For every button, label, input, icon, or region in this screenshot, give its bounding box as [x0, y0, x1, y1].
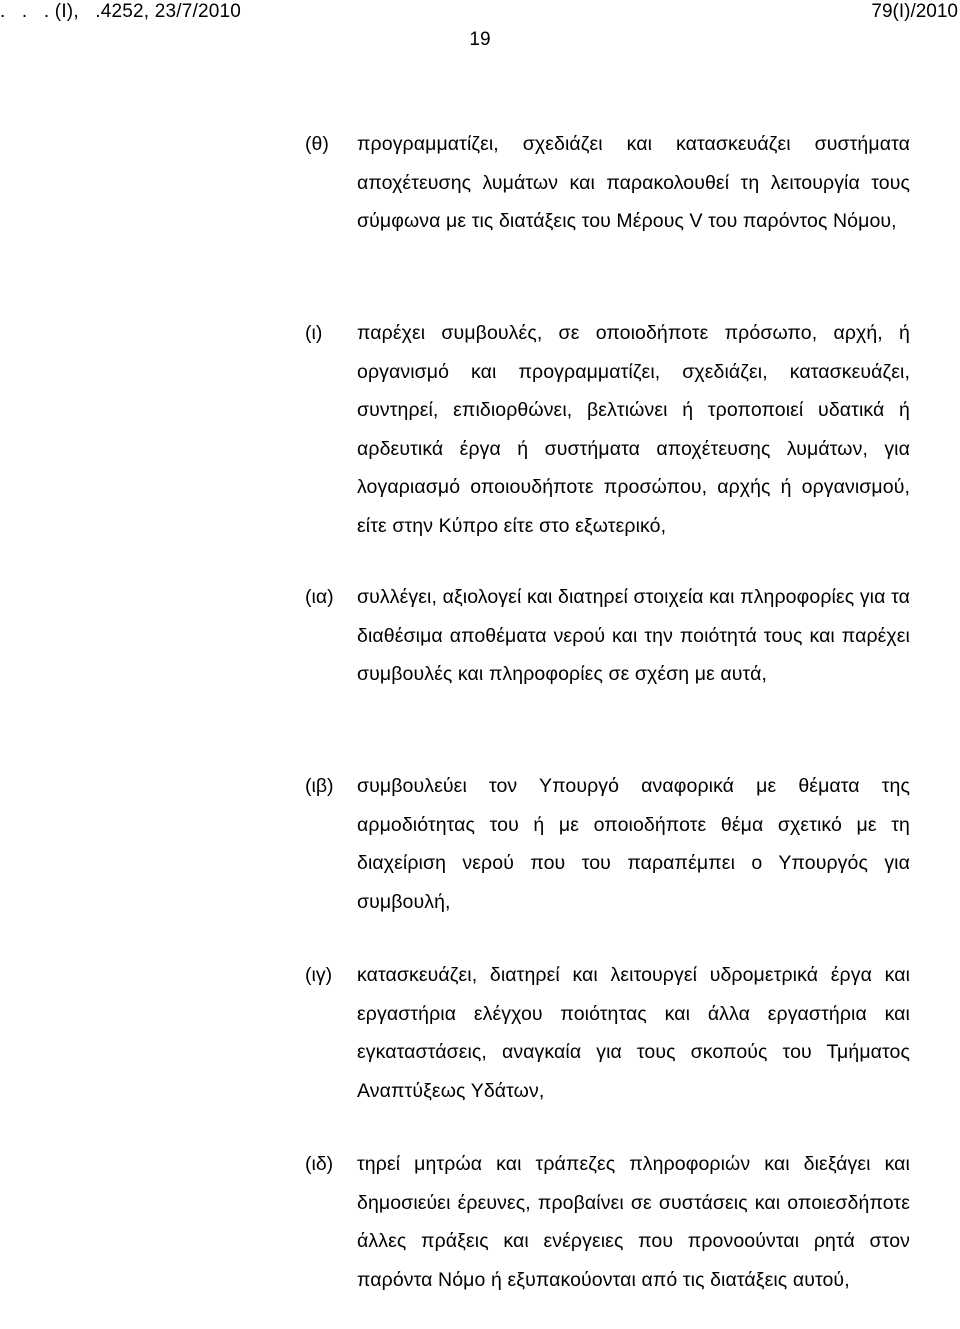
- clause-iota-beta: [305, 767, 910, 921]
- clause-iota-gamma: [305, 956, 910, 1110]
- law-number: 79(I)/2010: [871, 1, 958, 22]
- clause-text: παρέχει συμβουλές, σε οποιοδήποτε πρόσωπο, αρχή, ή οργανισμό και προγραμματίζει, σχεδιάζει, κατασκευάζει, συντηρεί, επιδιορθώνει, βελτιώνει ή τροποποιεί υδατικά ή αρδευτικά έργα ή συστήματα αποχέτευσης λυμάτων, για λογαριασμό οποιουδήποτε προσώπου, αρχής ή οργανισμού, είτε στην Κύπρο είτε στο εξωτερικό,: [357, 322, 910, 537]
- clause-label: (ι): [305, 322, 323, 344]
- page-number: 19: [469, 29, 491, 50]
- clause-text: συμβουλεύει τον Υπουργό αναφορικά με θέματα της αρμοδιότητας του ή με οποιοδήποτε θέμα σχετικό με τη διαχείριση νερού που του παραπέμπει ο Υπουργός για συμβουλή,: [357, 775, 910, 913]
- clause-label: (ια): [305, 586, 334, 608]
- clause-label: (ιγ): [305, 964, 333, 986]
- gazette-reference: . . . (Ι), .4252, 23/7/2010: [0, 1, 242, 22]
- clause-text: τηρεί μητρώα και τράπεζες πληροφοριών και διεξάγει και δημοσιεύει έρευνες, προβαίνει σε συστάσεις και οποιεσδήποτε άλλες πράξεις και ενέργειες που προνοούνται ρητά στον παρόντα Νόμο ή εξυπακούονται από τις διατάξεις αυτού,: [357, 1153, 910, 1291]
- clause-label: (θ): [305, 133, 329, 155]
- clause-iota-alpha: [305, 578, 910, 694]
- clause-text: κατασκευάζει, διατηρεί και λειτουργεί υδρομετρικά έργα και εργαστήρια ελέγχου ποιότητας και άλλα εργαστήρια και εγκαταστάσεις, αναγκαία για τους σκοπούς του Τμήματος Αναπτύξεως Υδάτων,: [357, 964, 910, 1102]
- clause-iota-delta: [305, 1145, 910, 1299]
- clause-label: (ιβ): [305, 775, 334, 797]
- clause-label: (ιδ): [305, 1153, 334, 1175]
- clause-text: προγραμματίζει, σχεδιάζει και κατασκευάζει συστήματα αποχέτευσης λυμάτων και παρακολουθεί τη λειτουργία τους σύμφωνα με τις διατάξεις του Μέρους V του παρόντος Νόμου,: [357, 133, 910, 232]
- clause-text: συλλέγει, αξιολογεί και διατηρεί στοιχεία και πληροφορίες για τα διαθέσιμα αποθέματα νερού και την ποιότητά τους και παρέχει συμβουλές και πληροφορίες σε σχέση με αυτά,: [357, 586, 910, 685]
- clause-iota: [305, 314, 910, 545]
- clause-theta: [305, 125, 910, 241]
